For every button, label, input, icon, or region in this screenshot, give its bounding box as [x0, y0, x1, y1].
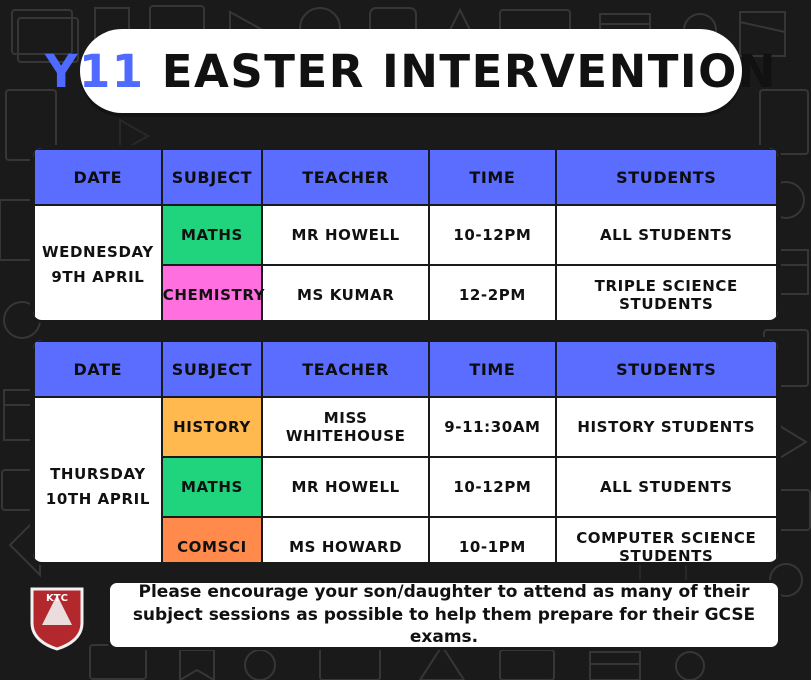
column-header-time: TIME [429, 149, 555, 205]
students-cell: TRIPLE SCIENCE STUDENTS [556, 265, 777, 323]
subject-cell: MATHS [162, 457, 262, 517]
page-title [45, 45, 777, 98]
table-header-row [34, 341, 777, 397]
footer-line-1: Please encourage your son/daughter to attend as many of their subject [132, 581, 750, 625]
subject-cell: CHEMISTRY [162, 265, 262, 323]
date-cell [34, 397, 162, 565]
students-cell: ALL STUDENTS [556, 205, 777, 265]
teacher-cell: MISS WHITEHOUSE [262, 397, 429, 457]
poster-title-pill [44, 29, 778, 113]
date-line-1: WEDNESDAY [42, 242, 154, 261]
column-header-date: DATE [34, 149, 162, 205]
teacher-cell: MR HOWELL [262, 205, 429, 265]
footer-line-2: sessions as possible to help them prepare for their GCSE exams. [208, 604, 756, 648]
column-header-subject: SUBJECT [162, 149, 262, 205]
footer-note [107, 580, 781, 650]
column-header-students: STUDENTS [556, 341, 777, 397]
time-cell: 12-2PM [429, 265, 555, 323]
date-line-2: 10TH APRIL [45, 490, 150, 508]
students-cell: ALL STUDENTS [556, 457, 777, 517]
column-header-students: STUDENTS [556, 149, 777, 205]
column-header-date: DATE [34, 341, 162, 397]
time-cell: 10-12PM [429, 457, 555, 517]
footer-text [126, 581, 762, 650]
time-cell: 9-11:30AM [429, 397, 555, 457]
students-cell: COMPUTER SCIENCE STUDENTS [556, 517, 777, 565]
thursday-table [30, 337, 781, 565]
crest-label: KTC [46, 593, 68, 604]
column-header-subject: SUBJECT [162, 341, 262, 397]
subject-cell: COMSCI [162, 517, 262, 565]
teacher-cell: MR HOWELL [262, 457, 429, 517]
table-row [34, 205, 777, 265]
teacher-cell: MS KUMAR [262, 265, 429, 323]
date-line-1: THURSDAY [50, 464, 146, 483]
column-header-teacher: TEACHER [262, 341, 429, 397]
subject-cell: MATHS [162, 205, 262, 265]
title-accent: Y11 [44, 44, 145, 98]
table-row [34, 397, 777, 457]
title-rest: EASTER INTERVENTION [144, 44, 778, 98]
date-line-2: 9TH APRIL [51, 268, 145, 286]
time-cell: 10-12PM [429, 205, 555, 265]
school-crest-icon [28, 585, 86, 651]
time-cell: 10-1PM [429, 517, 555, 565]
date-cell [34, 205, 162, 323]
table-header-row [34, 149, 777, 205]
column-header-time: TIME [429, 341, 555, 397]
teacher-cell: MS HOWARD [262, 517, 429, 565]
wednesday-table [30, 145, 781, 323]
column-header-teacher: TEACHER [262, 149, 429, 205]
subject-cell: HISTORY [162, 397, 262, 457]
students-cell: HISTORY STUDENTS [556, 397, 777, 457]
